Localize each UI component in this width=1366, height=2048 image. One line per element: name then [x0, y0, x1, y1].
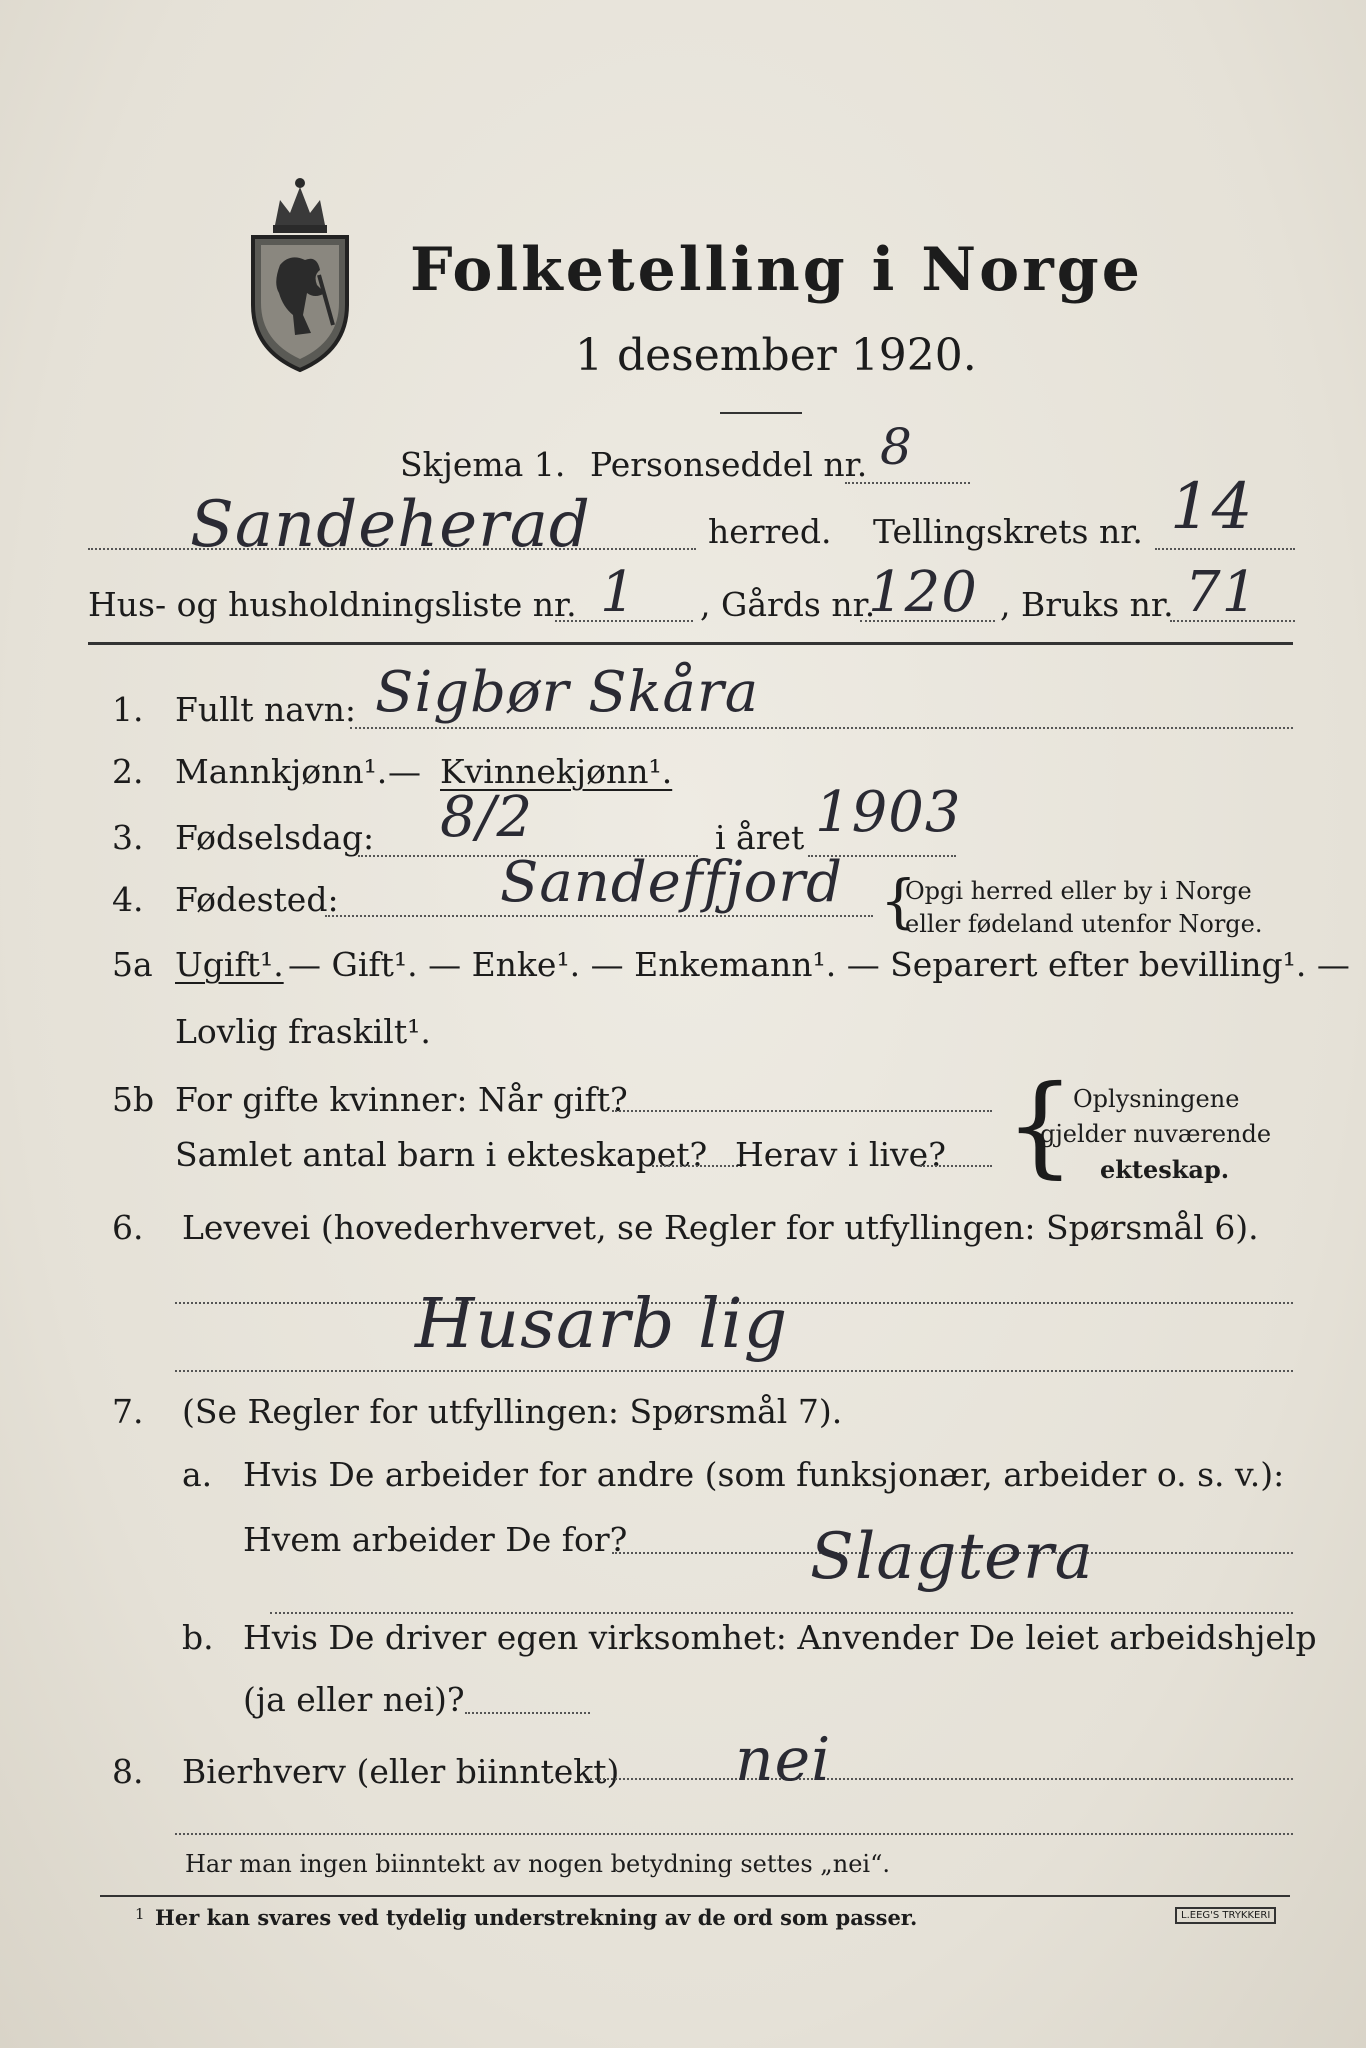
q2-kvinnekjonn: Kvinnekjønn¹.	[440, 752, 673, 791]
q6-number: 6.	[112, 1208, 144, 1247]
q7-number: 7.	[112, 1392, 144, 1431]
q6-value: Husarb lig	[415, 1285, 789, 1364]
q3-year-value: 1903	[815, 780, 962, 845]
footnote-text: Her kan svares ved tydelig understrekning av de ord som passer.	[155, 1905, 918, 1930]
q3-number: 3.	[112, 818, 144, 857]
header-rule	[88, 642, 1293, 645]
tellingskrets-dots	[1155, 548, 1295, 550]
q8-label: Bierhverv (eller biinntekt)	[182, 1752, 620, 1791]
q8-dots-line1	[590, 1778, 1293, 1780]
printer-stamp: L.EEG'S TRYKKERI	[1175, 1907, 1276, 1924]
q4-label: Fødested:	[175, 880, 339, 919]
q7b-label: Hvis De driver egen virksomhet: Anvender De leiet arbeidshjelp	[243, 1618, 1317, 1657]
biinntekt-note: Har man ingen biinntekt av nogen betydning settes „nei“.	[185, 1850, 890, 1878]
q7a-letter: a.	[182, 1455, 213, 1494]
herred-value: Sandeherad	[190, 488, 591, 562]
q1-number: 1.	[112, 690, 144, 729]
q5b-note-line3: ekteskap.	[1100, 1155, 1230, 1184]
q5b-note-line1: Oplysningene	[1073, 1085, 1240, 1113]
q2-number: 2.	[112, 752, 144, 791]
q4-note-line2: eller fødeland utenfor Norge.	[905, 910, 1263, 938]
q5b-antal-barn-dots	[652, 1165, 742, 1167]
q6-dots-line2	[175, 1370, 1293, 1372]
q3-value: 8/2	[440, 785, 534, 850]
q5b-label-nar-gift: For gifte kvinner: Når gift?	[175, 1080, 628, 1119]
q5a-lovlig-fraskilt: Lovlig fraskilt¹.	[175, 1012, 431, 1051]
q5a-ugift: Ugift¹.	[175, 945, 284, 984]
q7b-dots	[465, 1712, 590, 1714]
census-date: 1 desember 1920.	[575, 330, 977, 381]
q6-label: Levevei (hovederhvervet, se Regler for utfyllingen: Spørsmål 6).	[182, 1208, 1259, 1247]
q5b-number: 5b	[112, 1080, 155, 1119]
gards-label: , Gårds nr.	[700, 585, 876, 624]
q7b-sub-label: (ja eller nei)?	[243, 1680, 465, 1719]
form-title: Folketelling i Norge	[410, 235, 1143, 305]
q5a-options: — Gift¹. — Enke¹. — Enkemann¹. — Separert efter bevilling¹. —	[288, 945, 1350, 984]
gards-value: 120	[868, 560, 978, 625]
tellingskrets-label: Tellingskrets nr.	[873, 512, 1143, 551]
q5b-note-line2: gjelder nuværende	[1040, 1120, 1272, 1148]
footnote-mark: 1	[135, 1905, 145, 1923]
q5a-number: 5a	[112, 945, 153, 984]
husliste-value: 1	[600, 560, 637, 625]
q7b-letter: b.	[182, 1618, 214, 1657]
q5b-brace: {	[1005, 1061, 1075, 1189]
q3-label: Fødselsdag:	[175, 818, 375, 857]
bruks-label: , Bruks nr.	[1000, 585, 1174, 624]
q2-mannkjonn: Mannkjønn¹.	[175, 752, 388, 791]
q1-label: Fullt navn:	[175, 690, 356, 729]
q7a-label: Hvis De arbeider for andre (som funksjonær, arbeider o. s. v.):	[243, 1455, 1285, 1494]
q8-number: 8.	[112, 1752, 144, 1791]
q1-dots	[350, 727, 1293, 729]
skjema-label: Skjema 1.	[400, 445, 566, 484]
q5b-nar-gift-dots	[612, 1110, 992, 1112]
personseddel-label: Personseddel nr.	[590, 445, 868, 484]
q4-value: Sandeffjord	[500, 850, 843, 915]
husliste-label: Hus- og husholdningsliste nr.	[88, 585, 577, 624]
footer-rule	[100, 1895, 1290, 1897]
personseddel-dots	[845, 482, 970, 484]
q4-number: 4.	[112, 880, 144, 919]
q4-dots	[325, 915, 873, 917]
q1-value: Sigbør Skåra	[375, 660, 760, 725]
title-divider	[720, 412, 802, 414]
herred-label: herred.	[708, 512, 832, 551]
q7a-value: Slagtera	[810, 1520, 1094, 1594]
norway-coat-of-arms-icon	[245, 175, 355, 375]
q5b-label-antal-barn: Samlet antal barn i ekteskapet?	[175, 1135, 708, 1174]
q7a-dots-line2	[270, 1612, 1293, 1614]
q7a-sub-label: Hvem arbeider De for?	[243, 1520, 628, 1559]
tellingskrets-value: 14	[1170, 470, 1254, 544]
q5b-herav-dots	[920, 1165, 992, 1167]
q8-dots-line2	[175, 1833, 1293, 1835]
q3-year-label: i året	[715, 818, 805, 857]
q2-separator: —	[388, 752, 421, 791]
personseddel-value: 8	[880, 418, 913, 476]
q8-value: nei	[735, 1725, 832, 1795]
q7-label: (Se Regler for utfyllingen: Spørsmål 7).	[182, 1392, 843, 1431]
q5b-label-herav-i-live: Herav i live?	[735, 1135, 946, 1174]
bruks-value: 71	[1185, 560, 1259, 625]
q4-note-line1: Opgi herred eller by i Norge	[905, 877, 1252, 905]
q4-brace: {	[880, 867, 917, 935]
